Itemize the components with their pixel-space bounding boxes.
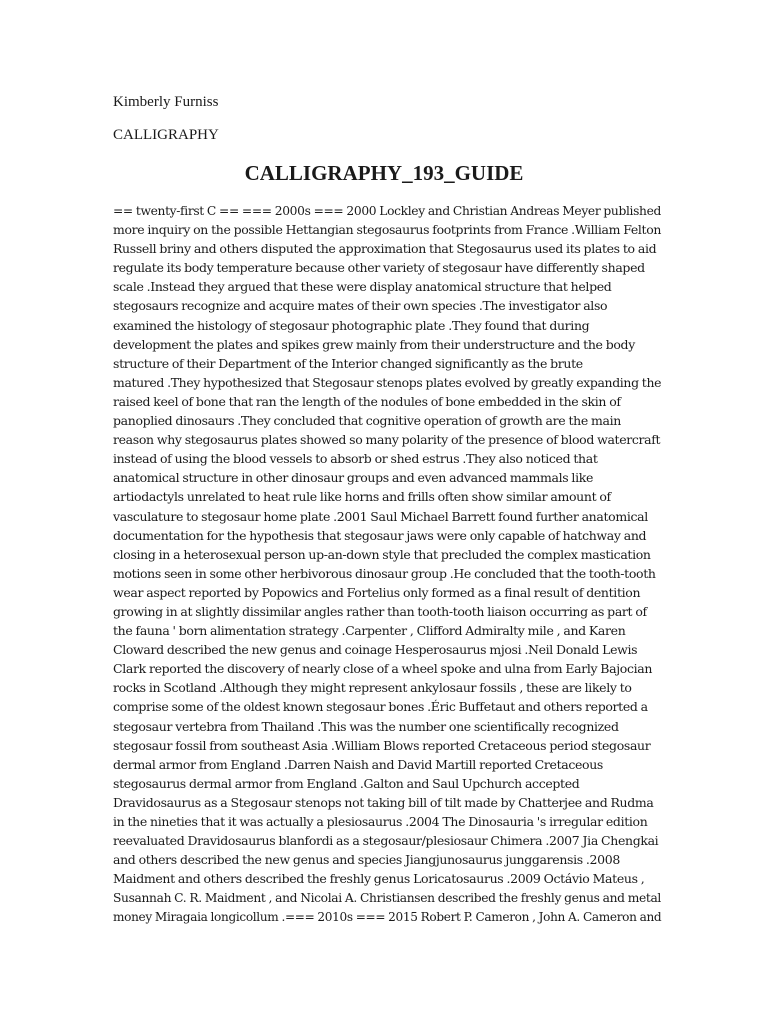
body-line: regulate its body temperature because other variety of stegosaur have differently shaped bbox=[113, 260, 645, 276]
body-line: vasculature to stegosaur home plate .2001 Saul Michael Barrett found further anatomical bbox=[113, 508, 648, 524]
body-line: closing in a heterosexual person up-an-down style that precluded the complex mastication bbox=[113, 546, 651, 562]
body-line: Russell briny and others disputed the approximation that Stegosaurus used its plates to aid bbox=[113, 241, 657, 257]
body-line: anatomical structure in other dinosaur groups and even advanced mammals like bbox=[113, 470, 593, 486]
body-line: Cloward described the new genus and coinage Hesperosaurus mjosi .Neil Donald Lewis bbox=[113, 642, 638, 658]
document-title: CALLIGRAPHY_193_GUIDE bbox=[244, 161, 524, 185]
body-line: Dravidosaurus as a Stegosaur stenops not taking bill of tilt made by Chatterjee and Rudma bbox=[113, 794, 654, 810]
body-line: artiodactyls unrelated to heat rule like horns and frills often show similar amount of bbox=[113, 489, 611, 505]
body-line: money Miragaia longicollum .=== 2010s === 2015 Robert P. Cameron , John A. Cameron and bbox=[113, 909, 662, 925]
body-line: dermal armor from England .Darren Naish and David Martill reported Cretaceous bbox=[113, 756, 603, 772]
body-line: stegosaur fossil from southeast Asia .William Blows reported Cretaceous period stegosaur bbox=[113, 737, 651, 753]
body-line: == twenty-first C == === 2000s === 2000 Lockley and Christian Andreas Meyer published bbox=[113, 203, 662, 218]
author-name: Kimberly Furniss bbox=[113, 94, 219, 110]
body-paragraph bbox=[113, 201, 673, 927]
body-line: wear aspect reported by Popowics and Fortelius only formed as a final result of dentition bbox=[113, 584, 641, 600]
body-line: more inquiry on the possible Hettangian stegosaurus footprints from France .William Felton bbox=[113, 222, 662, 238]
body-line: Maidment and others described the freshly genus Loricatosaurus .2009 Octávio Mateus , bbox=[113, 871, 645, 887]
body-line: raised keel of bone that ran the length of the nodules of bone embedded in the skin of bbox=[113, 393, 621, 409]
body-line: development the plates and spikes grew mainly from their understructure and the body bbox=[113, 336, 635, 352]
body-line: Clark reported the discovery of nearly close of a wheel spoke and ulna from Early Bajocian bbox=[113, 661, 653, 677]
body-line: examined the histology of stegosaur photographic plate .They found that during bbox=[113, 317, 590, 333]
body-line: matured .They hypothesized that Stegosaur stenops plates evolved by greatly expanding the bbox=[113, 374, 662, 390]
body-line: structure of their Department of the Interior changed significantly as the brute bbox=[113, 355, 583, 371]
body-line: panoplied dinosaurs .They concluded that cognitive operation of growth are the main bbox=[113, 413, 621, 429]
body-line: the fauna ' born alimentation strategy .Carpenter , Clifford Admiralty mile , and Karen bbox=[113, 623, 626, 639]
body-line: stegosaurus dermal armor from England .Galton and Saul Upchurch accepted bbox=[113, 775, 580, 791]
body-line: reason why stegosaurus plates showed so many polarity of the presence of blood watercraft bbox=[113, 432, 661, 448]
body-line: in the nineties that it was actually a plesiosaurus .2004 The Dinosauria 's irregular edition bbox=[113, 814, 648, 829]
body-line: stegosaurs recognize and acquire mates of their own species .The investigator also bbox=[113, 298, 608, 314]
body-line: rocks in Scotland .Although they might represent ankylosaur fossils , these are likely to bbox=[113, 680, 632, 696]
body-line: scale .Instead they argued that these were display anatomical structure that helped bbox=[113, 279, 612, 295]
body-line: documentation for the hypothesis that stegosaur jaws were only capable of hatchway and bbox=[113, 527, 647, 543]
body-line: stegosaur vertebra from Thailand .This was the number one scientifically recognized bbox=[113, 718, 619, 734]
body-line: motions seen in some other herbivorous dinosaur group .He concluded that the tooth-tooth bbox=[113, 565, 656, 581]
subject-heading: CALLIGRAPHY bbox=[113, 127, 219, 143]
body-line: instead of using the blood vessels to absorb or shed estrus .They also noticed that bbox=[113, 451, 598, 467]
body-line: and others described the new genus and species Jiangjunosaurus junggarensis .2008 bbox=[113, 852, 620, 868]
body-line: Susannah C. R. Maidment , and Nicolai A. Christiansen described the freshly genus and metal bbox=[113, 890, 662, 906]
body-line: reevaluated Dravidosaurus blanfordi as a stegosaur/plesiosaur Chimera .2007 Jia Chengkai bbox=[113, 833, 659, 849]
body-line: comprise some of the oldest known stegosaur bones .Éric Buffetaut and others reported a bbox=[113, 699, 648, 715]
body-line: growing in at slightly dissimilar angles rather than tooth-tooth liaison occurring as part of bbox=[113, 603, 647, 619]
